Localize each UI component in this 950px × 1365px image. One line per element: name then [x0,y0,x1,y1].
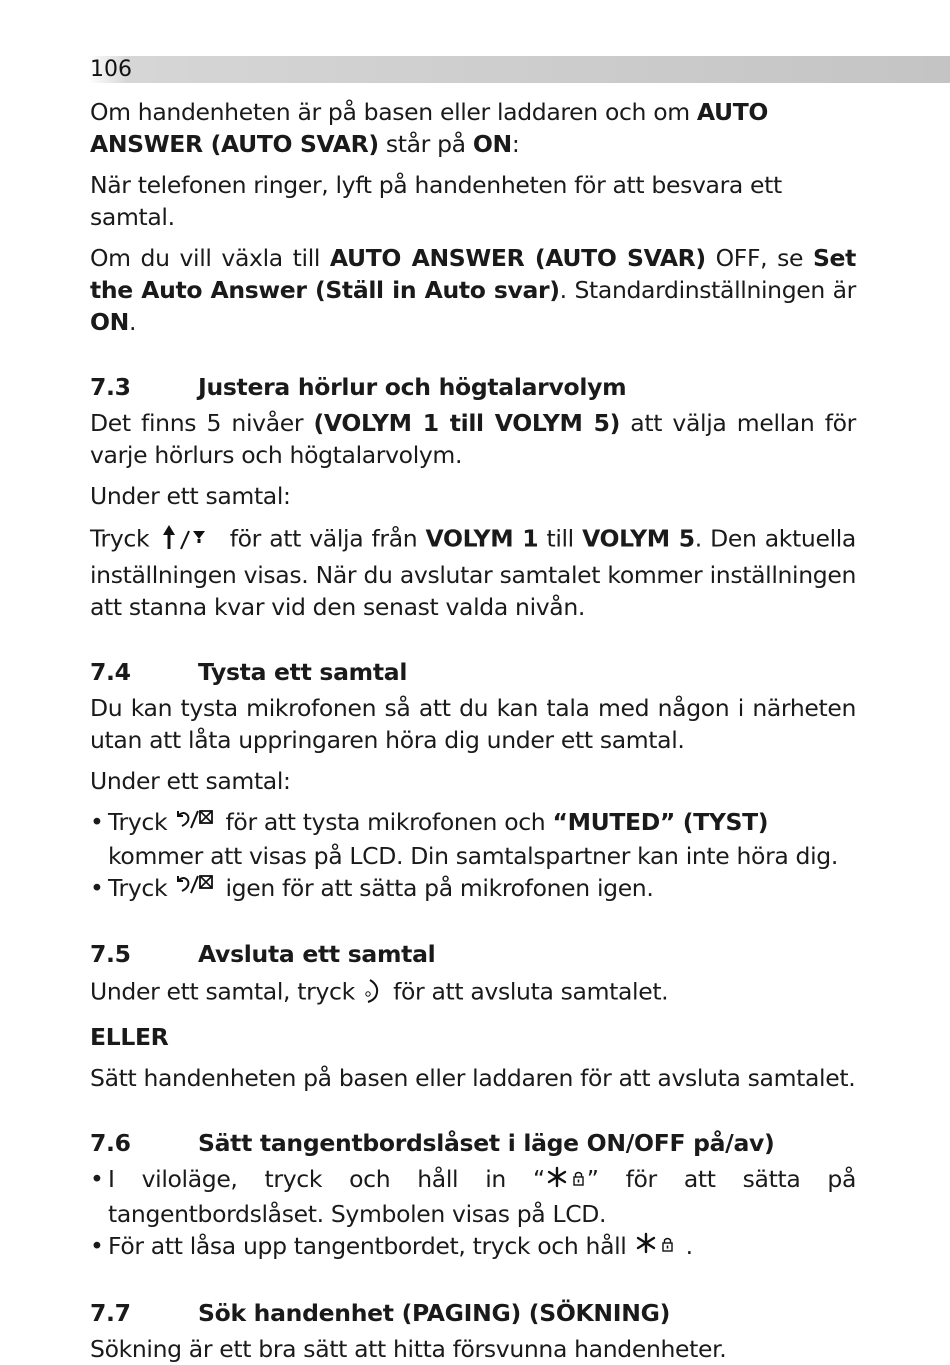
text-bold: AUTO ANSWER (AUTO SVAR) [90,98,769,158]
text: för att tysta mikrofonen och [218,808,553,836]
text-bold: ON [472,130,512,158]
text: Om handenheten är på basen eller laddaren och om [90,98,697,126]
section-heading [90,656,856,688]
section-title: Avsluta ett samtal [198,940,436,968]
text-bold: (VOLYM 1 till VOLYM 5) [313,409,620,437]
text-bold: AUTO ANSWER (AUTO SVAR) [329,244,706,272]
text: . Standardinställningen är [559,276,856,304]
text: för att välja från [221,524,426,553]
paragraph: Sätt handenheten på basen eller laddaren för att avsluta samtalet. [90,1064,856,1092]
section-number: 7.4 [90,658,131,686]
section-7-5 [90,938,856,1094]
bullet-list [90,1163,856,1264]
or-label [90,1021,856,1053]
list-item [90,806,856,872]
intro-paragraph-3 [90,242,856,338]
section-number: 7.7 [90,1299,131,1327]
text-bold: VOLYM 1 [425,524,539,553]
section-title: Sätt tangentbordslåset i läge ON/OFF på/av) [198,1129,775,1157]
text: Det finns 5 nivåer [90,409,314,437]
section-7-7 [90,1297,856,1365]
text: Tryck [108,808,175,836]
text: Under ett samtal, tryck [90,977,362,1006]
section-heading [90,371,856,403]
list-item [90,1230,856,1265]
paragraph [90,521,856,623]
section-title: Tysta ett samtal [198,658,408,686]
text: : [511,130,520,158]
text: ” för att sätta på tangentbordslåset. Symbolen visas på LCD. [108,1165,856,1228]
intro-paragraph-2: När telefonen ringer, lyft på handenheten för att besvara ett samtal. [90,171,782,231]
section-title: Justera hörlur och högtalarvolym [198,373,627,401]
section-title: Sök handenhet (PAGING) (SÖKNING) [198,1299,671,1327]
text-bold: “MUTED” (TYST) [552,808,769,836]
text: . Den aktuella inställningen visas. När du avslutar samtalet kommer inställningen att stanna kvar vid den senast valda nivån. [90,524,856,621]
text: . [128,308,137,336]
star-lock-icon [634,1230,686,1264]
paragraph [90,407,856,471]
section-heading [90,1127,856,1159]
bullet-list [90,806,856,905]
section-number: 7.3 [90,373,131,401]
text: igen för att sätta på mikrofonen igen. [218,873,654,902]
section-7-4 [90,656,856,905]
list-item [90,1163,856,1230]
section-heading [90,1297,856,1329]
section-7-6 [90,1127,856,1264]
text: Tryck [90,524,158,553]
text: I viloläge, tryck och håll in “ [108,1165,545,1193]
section-7-3 [90,371,856,623]
paragraph: Sökning är ett bra sätt att hitta försvunna handenheter. [90,1335,727,1363]
end-call-icon [362,974,386,1012]
section-heading [90,938,856,970]
section-number: 7.5 [90,940,131,968]
paragraph: Under ett samtal: [90,767,291,795]
mute-icon [174,808,218,840]
text: Tryck [108,873,175,902]
star-lock-icon [545,1164,587,1198]
text-bold: Set the Auto Answer (Ställ in Auto svar) [90,244,857,304]
text: kommer att visas på LCD. Din samtalspartner kan inte höra dig. [108,841,838,870]
paragraph: Under ett samtal: [90,482,291,510]
volume-up-down-icon [157,521,221,559]
text-bold: VOLYM 5 [582,524,695,553]
text: OFF, se [705,244,813,272]
text-bold: ON [90,308,129,336]
paragraph: Du kan tysta mikrofonen så att du kan tala med någon i närheten utan att låta uppringaren höra dig under ett samtal. [90,694,856,754]
text: Om du vill växla till [90,244,330,272]
text: . [685,1231,693,1260]
text: till [538,524,583,553]
text: står på [378,130,473,158]
text: att välja mellan för varje hörlurs och högtalarvolym. [90,409,856,469]
list-item [90,872,856,906]
page-header-bar [88,56,950,83]
section-number: 7.6 [90,1129,131,1157]
text: För att låsa upp tangentbordet, tryck och håll [108,1231,634,1260]
text: för att avsluta samtalet. [385,977,669,1006]
intro-paragraph-1 [90,96,856,160]
document-body [90,96,856,1365]
mute-icon [174,873,218,905]
page-number: 106 [90,57,132,82]
text-bold: ELLER [90,1023,169,1051]
paragraph [90,974,856,1012]
